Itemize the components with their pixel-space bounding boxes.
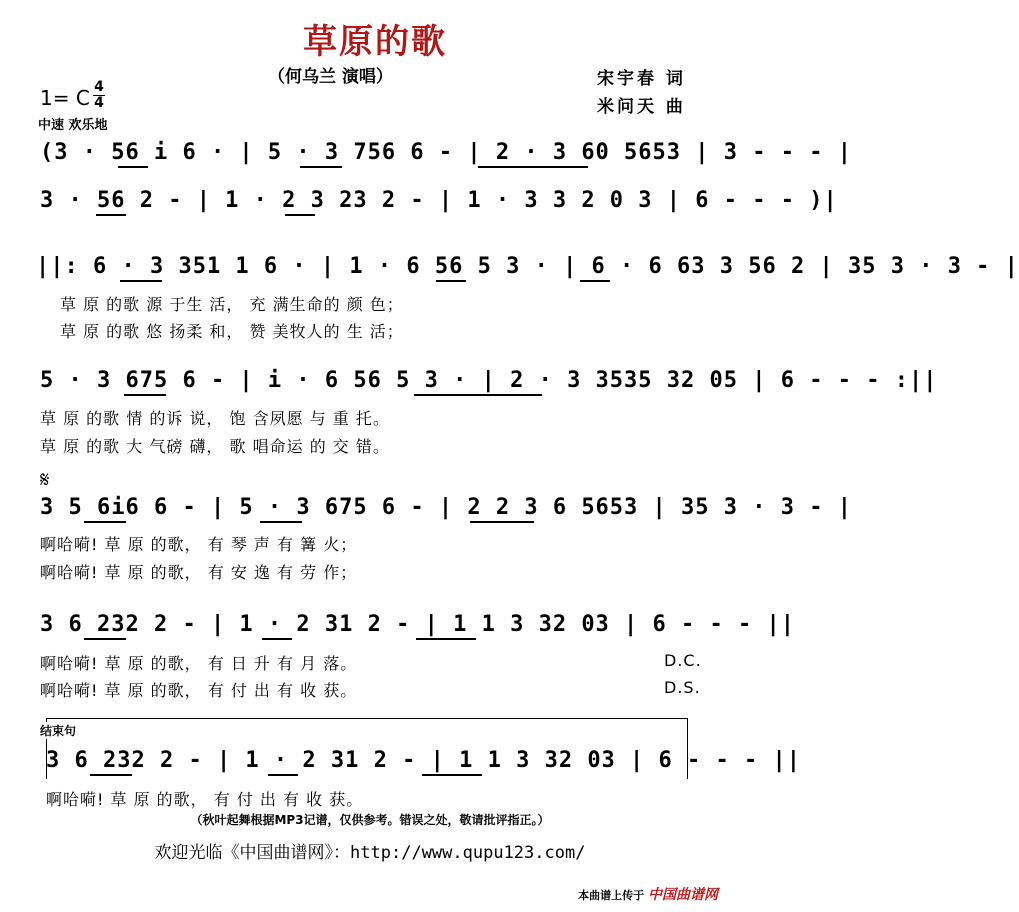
lyric-line: 啊哈嗬! 草 原 的歌， 有 日 升 有 月 落。 xyxy=(40,654,358,673)
beam xyxy=(580,280,610,282)
beam xyxy=(268,774,298,776)
beam xyxy=(124,394,166,396)
lyric-line: 啊哈嗬! 草 原 的歌， 有 付 出 有 收 获。 xyxy=(40,681,358,700)
ds-marking: D.S. xyxy=(664,678,701,697)
beam xyxy=(478,166,588,168)
page-title: 草原的歌 xyxy=(303,22,447,62)
score-line-4: 5 · 3 675 6 - | i · 6 56 5 3 · | 2 · 3 3535 32 05 | 6 - - - :|| xyxy=(40,368,938,393)
lyric-line: 草 原 的歌 悠 扬柔 和， 赞 美牧人的 生 活； xyxy=(60,322,404,341)
beam xyxy=(285,214,315,216)
beam xyxy=(416,638,476,640)
transcription-note: （秋叶起舞根据MP3记谱，仅供参考。错误之处，敬请批评指正。） xyxy=(190,813,550,827)
beam xyxy=(470,521,534,523)
tempo-marking: 中速 欢乐地 xyxy=(38,118,108,133)
singer-credit: （何乌兰 演唱） xyxy=(268,67,393,87)
brand-logo[interactable]: 中国曲谱网 xyxy=(648,887,718,903)
ending-label: 结束句 xyxy=(36,722,80,739)
score-line-5: 3 5 6i6 6 - | 5 · 3 675 6 - | 2 2 3 6 5653 | 35 3 · 3 - | xyxy=(40,495,852,520)
beam xyxy=(422,774,482,776)
segno-icon: 𝄋 xyxy=(40,468,50,493)
beam xyxy=(90,774,132,776)
score-line-2: 3 · 56 2 - | 1 · 2 3 23 2 - | 1 · 3 3 2 0 3 | 6 - - - )| xyxy=(40,188,838,213)
score-line-3: ||: 6 · 3 351 1 6 · | 1 · 6 56 5 3 · | 6 · 6 63 3 56 2 | 35 3 · 3 - | xyxy=(36,254,1019,279)
beam xyxy=(120,280,162,282)
beam xyxy=(118,166,148,168)
lyric-line: 草 原 的歌 大 气磅 礴， 歌 唱命运 的 交 错。 xyxy=(40,437,390,456)
beam xyxy=(260,521,302,523)
beam xyxy=(84,638,126,640)
beam xyxy=(414,394,542,396)
score-line-1: (3 · 56 i 6 · | 5 · 3 756 6 - | 2 · 3 60 5653 | 3 - - - | xyxy=(40,140,852,165)
beam xyxy=(84,521,126,523)
beam xyxy=(300,166,342,168)
score-line-6: 3 6 232 2 - | 1 · 2 31 2 - | 1 1 3 32 03 | 6 - - - || xyxy=(40,612,795,637)
beam xyxy=(262,638,292,640)
lyric-line: 啊哈嗬! 草 原 的歌， 有 安 逸 有 劳 作； xyxy=(40,563,358,582)
upload-credit xyxy=(578,884,718,904)
score-line-ending: 3 6 232 2 - | 1 · 2 31 2 - | 1 1 3 32 03 | 6 - - - || xyxy=(46,748,801,773)
beam xyxy=(436,280,466,282)
beam xyxy=(96,214,126,216)
time-signature-top: 4 xyxy=(94,79,104,95)
lyricist-credit: 宋宇春 词 xyxy=(597,69,686,89)
lyric-line: 草 原 的歌 情 的诉 说， 饱 含夙愿 与 重 托。 xyxy=(40,409,390,428)
time-signature-bottom: 4 xyxy=(94,95,104,111)
lyric-line: 啊哈嗬! 草 原 的歌， 有 琴 声 有 篝 火； xyxy=(40,535,358,554)
upload-label: 本曲谱上传于 xyxy=(578,889,645,902)
lyric-line: 啊哈嗬! 草 原 的歌， 有 付 出 有 收 获。 xyxy=(46,790,364,809)
lyric-line: 草 原 的歌 源 于生 活， 充 满生命的 颜 色； xyxy=(60,295,404,314)
key-signature: 1= C xyxy=(40,86,90,110)
dc-marking: D.C. xyxy=(664,651,702,670)
composer-credit: 米问天 曲 xyxy=(597,97,686,117)
site-link[interactable]: 欢迎光临《中国曲谱网》：http://www.qupu123.com/ xyxy=(154,843,586,863)
time-signature xyxy=(91,80,107,111)
